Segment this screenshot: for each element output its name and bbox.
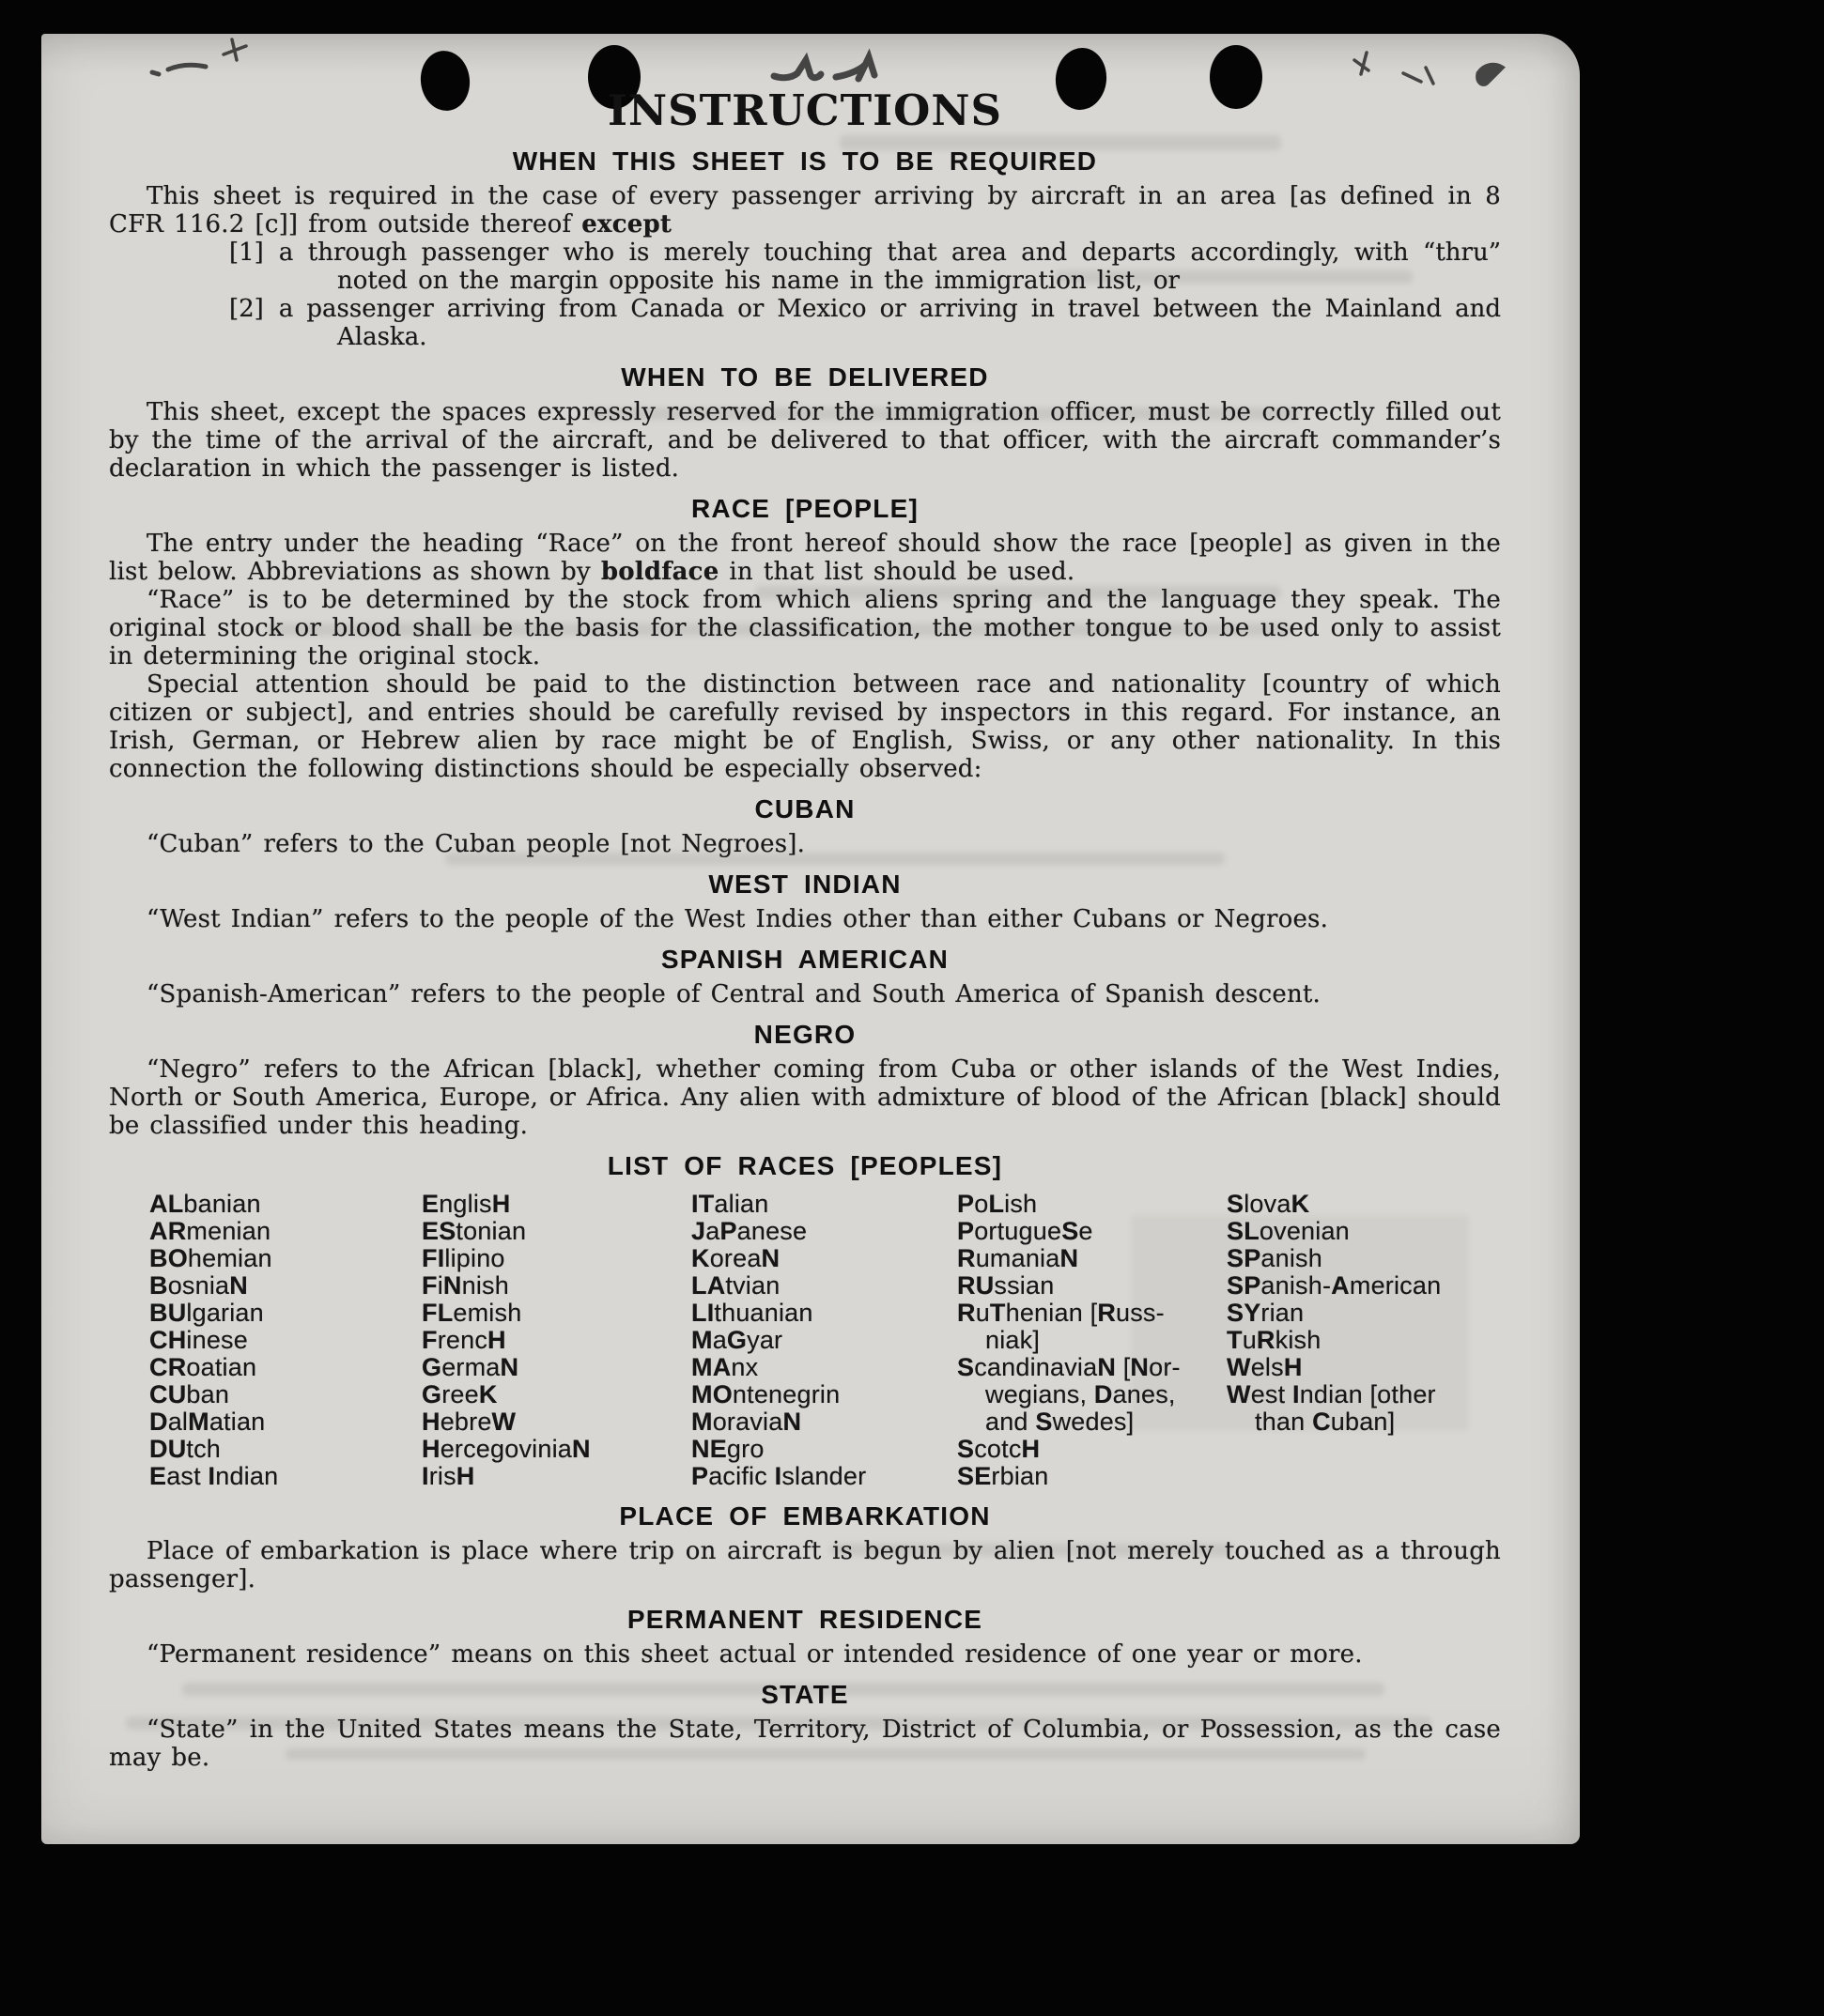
race-item: GreeK [422,1380,498,1408]
section-heading-races-list: LIST OF RACES [PEOPLES] [607,1151,1003,1180]
race-item: SYrian [1227,1299,1305,1327]
race-item: MaGyar [691,1326,783,1354]
paragraph-race-3: Special attention should be paid to the distinction between race and nationality [country of which citizen or subject], and entries should be carefully revised by inspectors in this regard. For instance, an Irish, German, or Hebrew alien by race might be of English, Swiss, or any other nationality. In this connection the following distinctions should be especially observed: [109,670,1501,783]
exception-label: [1] [229,239,264,267]
race-item: NEgro [691,1435,765,1463]
paragraph-race-2: “Race” is to be determined by the stock from which aliens spring and the language they speak. The original stock or blood shall be the basis for the classification, the mother tongue to be used only to assist in determining the original stock. [109,586,1501,670]
race-item: BUlgarian [149,1299,264,1327]
paragraph-delivered: This sheet, except the spaces expressly reserved for the immigration officer, must be correctly filled out by the time of the arrival of the aircraft, and be delivered to that officer, with the aircraft commander’s declaration in which the passenger is listed. [109,398,1501,483]
race-item: PortugueSe [957,1217,1093,1245]
race-item: HebreW [422,1408,517,1436]
paragraph-state: “State” in the United States means the State, Territory, District of Columbia, or Possession, as the case may be. [109,1716,1501,1772]
races-column [422,1191,691,1490]
race-item: FIlipino [422,1244,505,1272]
section-heading-west-indian: WEST INDIAN [708,869,902,899]
race-item: DalMatian [149,1408,266,1436]
race-item: SlovaK [1227,1190,1310,1218]
races-column [691,1191,957,1490]
race-item: SPanish-American [1227,1271,1442,1300]
race-item: East Indian [149,1462,279,1490]
race-item: HercegoviniaN [422,1435,591,1463]
race-item: JaPanese [691,1217,808,1245]
section-heading-spanish-american: SPANISH AMERICAN [660,945,950,974]
race-item: TuRkish [1227,1326,1322,1354]
exception-label: [2] [229,295,264,323]
race-item: CHinese [149,1326,248,1354]
race-item: WelsH [1227,1353,1303,1381]
race-item: KoreaN [691,1244,781,1272]
race-item: ARmenian [149,1217,271,1245]
race-item: DUtch [149,1435,222,1463]
exception-item-1 [109,239,1501,295]
exception-text: a through passenger who is merely touching that area and departs accordingly, with “thru” noted on the margin opposite his name in the immigration list, or [278,239,1501,295]
race-item: FiNnish [422,1271,509,1300]
race-item: GermaN [422,1353,519,1381]
page-title: INSTRUCTIONS [608,85,1002,135]
paragraph-negro: “Negro” refers to the African [black], whether coming from Cuba or other islands of the West Indies, North or South America, Europe, or Africa. Any alien with admixture of blood of the African [black] should be classified under this heading. [109,1055,1501,1140]
race-item: EStonian [422,1217,527,1245]
race-item: LIthuanian [691,1299,813,1327]
race-item: RUssian [957,1271,1055,1300]
race-item: MoraviaN [691,1408,802,1436]
document-content [41,34,1580,1772]
paragraph-embarkation: Place of embarkation is place where trip on aircraft is begun by alien [not merely touched as a through passenger]. [109,1537,1501,1593]
race-item: FLemish [422,1299,522,1327]
races-column [149,1191,422,1490]
paragraph-cuban: “Cuban” refers to the Cuban people [not Negroes]. [147,830,806,858]
race-item: EnglisH [422,1190,511,1218]
races-column [1227,1191,1501,1490]
paragraph-residence: “Permanent residence” means on this sheet actual or intended residence of one year or more. [147,1640,1363,1669]
race-item: RumaniaN [957,1244,1079,1272]
race-item: MOntenegrin [691,1380,841,1408]
paragraph-west-indian: “West Indian” refers to the people of the West Indies other than either Cubans or Negroes. [147,905,1329,933]
race-item: BosniaN [149,1271,248,1300]
section-heading-embarkation: PLACE OF EMBARKATION [619,1501,991,1531]
race-item: Pacific Islander [691,1462,867,1490]
race-item: CUban [149,1380,230,1408]
race-item: SPanish [1227,1244,1322,1272]
paragraph-spanish-american: “Spanish-American” refers to the people of Central and South America of Spanish descent. [147,980,1321,1008]
race-item: CRoatian [149,1353,257,1381]
race-item: IrisH [422,1462,475,1490]
race-item: ALbanian [149,1190,261,1218]
race-item: ITalian [691,1190,769,1218]
race-item: BOhemian [149,1244,272,1272]
race-item: ScotcH [957,1435,1041,1463]
race-item: RuThenian [Russ- niak] [957,1299,1165,1354]
section-heading-when-required: WHEN THIS SHEET IS TO BE REQUIRED [512,146,1098,176]
section-heading-cuban: CUBAN [754,794,856,823]
race-item: LAtvian [691,1271,781,1300]
race-item: FrencH [422,1326,506,1354]
section-heading-state: STATE [761,1680,849,1709]
paragraph-race-1: The entry under the heading “Race” on the front hereof should show the race [people] as given in the list below. Abbreviations as shown by boldface in that list should be used. [109,530,1501,586]
race-item: SLovenian [1227,1217,1350,1245]
race-item: West Indian [other than Cuban] [1227,1380,1436,1436]
race-item: SErbian [957,1462,1049,1490]
paragraph-required-intro: This sheet is required in the case of every passenger arriving by aircraft in an area [as defined in 8 CFR 116.2 [c]] from outside thereof except [109,182,1501,239]
races-column [957,1191,1227,1490]
paper-sheet [41,34,1580,1844]
race-item: MAnx [691,1353,759,1381]
exception-item-2 [109,295,1501,351]
exception-text: a passenger arriving from Canada or Mexico or arriving in travel between the Mainland and Alaska. [278,295,1501,351]
section-heading-negro: NEGRO [753,1020,857,1049]
section-heading-when-delivered: WHEN TO BE DELIVERED [621,362,989,392]
race-item: PoLish [957,1190,1038,1218]
section-heading-race: RACE [PEOPLE] [691,494,919,523]
section-heading-residence: PERMANENT RESIDENCE [626,1605,983,1634]
races-list [149,1191,1501,1490]
race-item: ScandinaviaN [Nor- wegians, Danes, and Swedes] [957,1353,1181,1436]
